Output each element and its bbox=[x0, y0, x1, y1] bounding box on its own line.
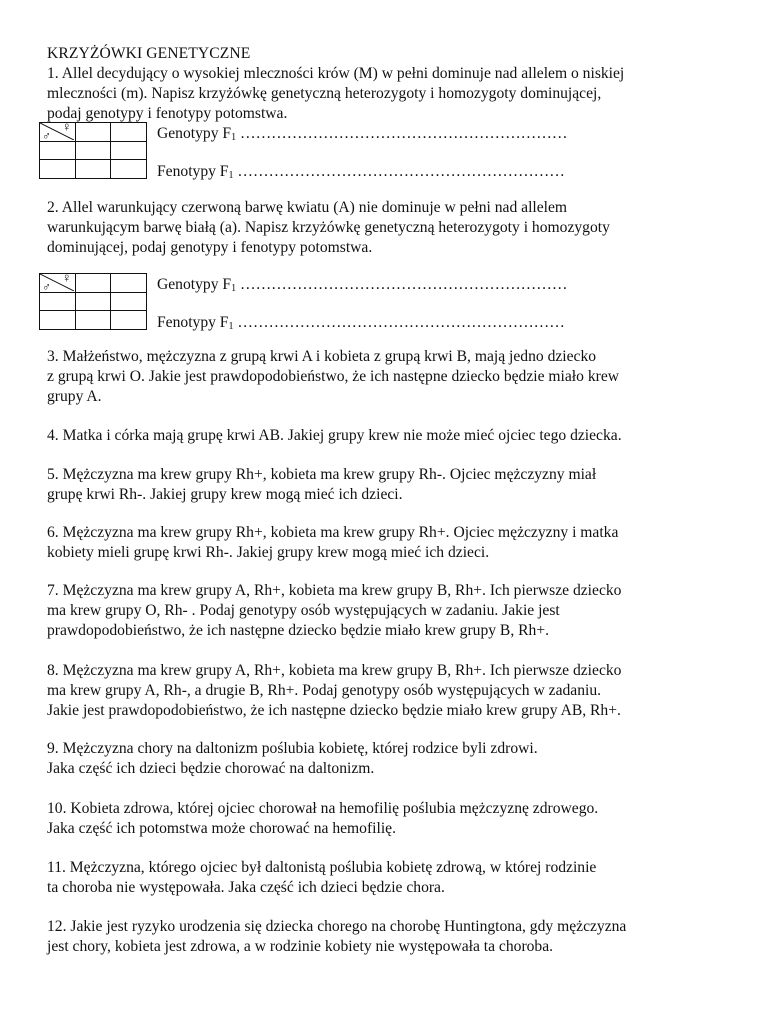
punnett-corner-cell bbox=[40, 274, 76, 293]
punnett-cell[interactable] bbox=[75, 160, 111, 179]
punnett-cell[interactable] bbox=[111, 274, 147, 293]
question-7-line: prawdopodobieństwo, że ich następne dziecko będzie miało krew grupy B, Rh+. bbox=[47, 622, 550, 639]
punnett-cell[interactable] bbox=[75, 141, 111, 160]
answer-dots: ……………………………………………………… bbox=[237, 314, 565, 331]
question-2-line: 2. Allel warunkujący czerwoną barwę kwiatu (A) nie dominuje w pełni nad allelem bbox=[47, 199, 568, 216]
phenotypes-label: Fenotypy F bbox=[157, 163, 229, 180]
punnett-cell[interactable] bbox=[75, 292, 111, 311]
question-11 bbox=[47, 858, 737, 898]
phenotypes-answer-line-1[interactable] bbox=[157, 162, 565, 182]
punnett-cell[interactable] bbox=[75, 274, 111, 293]
question-2-line: dominującej, podaj genotypy i fenotypy potomstwa. bbox=[47, 239, 373, 256]
question-12 bbox=[47, 917, 737, 957]
punnett-cell[interactable] bbox=[111, 123, 147, 142]
question-9-line: Jaka część ich dzieci będzie chorować na daltonizm. bbox=[47, 760, 375, 777]
punnett-cell[interactable] bbox=[40, 160, 76, 179]
answer-dots: ……………………………………………………… bbox=[239, 125, 568, 142]
punnett-cell[interactable] bbox=[40, 141, 76, 160]
question-1-line: 1. Allel decydujący o wysokiej mleczności krów (M) w pełni dominuje nad allelem o niskiej bbox=[47, 65, 625, 82]
female-symbol-icon: ♀ bbox=[61, 122, 72, 134]
genotypes-answer-line-2[interactable] bbox=[157, 275, 567, 295]
punnett-cell[interactable] bbox=[40, 311, 76, 330]
female-symbol-icon: ♀ bbox=[61, 273, 72, 285]
question-3 bbox=[47, 347, 737, 407]
punnett-square-1 bbox=[39, 122, 147, 179]
answer-dots: ……………………………………………………… bbox=[239, 276, 568, 293]
genotypes-label: Genotypy F bbox=[157, 125, 232, 142]
punnett-cell[interactable] bbox=[75, 311, 111, 330]
question-12-line: jest chory, kobieta jest zdrowa, a w rodzinie kobiety nie występowała ta choroba. bbox=[47, 938, 554, 955]
f1-subscript: 1 bbox=[228, 170, 234, 181]
question-4 bbox=[47, 426, 737, 446]
f1-subscript: 1 bbox=[231, 132, 237, 143]
question-5 bbox=[47, 465, 737, 505]
punnett-cell[interactable] bbox=[40, 292, 76, 311]
f1-subscript: 1 bbox=[228, 321, 234, 332]
question-7-line: 7. Mężczyzna ma krew grupy A, Rh+, kobieta ma krew grupy B, Rh+. Ich pierwsze dziecko bbox=[47, 582, 622, 599]
question-5-line: 5. Mężczyzna ma krew grupy Rh+, kobieta ma krew grupy Rh-. Ojciec mężczyzny miał bbox=[47, 466, 597, 483]
question-12-line: 12. Jakie jest ryzyko urodzenia się dziecka chorego na chorobę Huntingtona, gdy mężczyzna bbox=[47, 918, 627, 935]
question-6-line: kobiety mieli grupę krwi Rh-. Jakiej grupy krew mogą mieć ich dzieci. bbox=[47, 544, 490, 561]
genotypes-label: Genotypy F bbox=[157, 276, 232, 293]
question-8-line: ma krew grupy A, Rh-, a drugie B, Rh+. Podaj genotypy osób występujących w zadaniu. bbox=[47, 682, 602, 699]
male-symbol-icon: ♂ bbox=[42, 279, 51, 293]
question-1 bbox=[47, 64, 737, 124]
question-3-line: z grupą krwi O. Jakie jest prawdopodobieństwo, że ich następne dziecko będzie miało krew bbox=[47, 368, 620, 385]
question-8-line: Jakie jest prawdopodobieństwo, że ich następne dziecko będzie miało krew grupy AB, Rh+. bbox=[47, 702, 621, 719]
question-9 bbox=[47, 739, 737, 779]
punnett-cell[interactable] bbox=[111, 292, 147, 311]
genotypes-answer-line-1[interactable] bbox=[157, 124, 567, 144]
question-10 bbox=[47, 799, 737, 839]
question-6 bbox=[47, 523, 737, 563]
question-3-line: 3. Małżeństwo, mężczyzna z grupą krwi A i kobieta z grupą krwi B, mają jedno dziecko bbox=[47, 348, 597, 365]
question-1-line: mleczności (m). Napisz krzyżówkę genetyczną heterozygoty i homozygoty dominującej, bbox=[47, 85, 602, 102]
question-5-line: grupę krwi Rh-. Jakiej grupy krew mogą mieć ich dzieci. bbox=[47, 486, 403, 503]
question-8-line: 8. Mężczyzna ma krew grupy A, Rh+, kobieta ma krew grupy B, Rh+. Ich pierwsze dziecko bbox=[47, 662, 622, 679]
f1-subscript: 1 bbox=[231, 283, 237, 294]
punnett-cell[interactable] bbox=[111, 311, 147, 330]
punnett-corner-cell bbox=[40, 123, 76, 142]
phenotypes-label: Fenotypy F bbox=[157, 314, 229, 331]
question-6-line: 6. Mężczyzna ma krew grupy Rh+, kobieta ma krew grupy Rh+. Ojciec mężczyzny i matka bbox=[47, 524, 619, 541]
question-1-line: podaj genotypy i fenotypy potomstwa. bbox=[47, 105, 288, 122]
punnett-cell[interactable] bbox=[111, 141, 147, 160]
question-2-line: warunkującym barwę białą (a). Napisz krzyżówkę genetyczną heterozygoty i homozygoty bbox=[47, 219, 610, 236]
question-7-line: ma krew grupy O, Rh- . Podaj genotypy osób występujących w zadaniu. Jakie jest bbox=[47, 602, 560, 619]
question-10-line: 10. Kobieta zdrowa, której ojciec chorował na hemofilię poślubia mężczyznę zdrowego. bbox=[47, 800, 599, 817]
punnett-cell[interactable] bbox=[75, 123, 111, 142]
answer-dots: ……………………………………………………… bbox=[237, 163, 565, 180]
question-3-line: grupy A. bbox=[47, 388, 102, 405]
punnett-square-2 bbox=[39, 273, 147, 330]
question-10-line: Jaka część ich potomstwa może chorować na hemofilię. bbox=[47, 820, 396, 837]
question-9-line: 9. Mężczyzna chory na daltonizm poślubia kobietę, której rodzice byli zdrowi. bbox=[47, 740, 538, 757]
question-8 bbox=[47, 661, 737, 721]
punnett-cell[interactable] bbox=[111, 160, 147, 179]
question-11-line: 11. Mężczyzna, którego ojciec był daltonistą poślubia kobietę zdrową, w której rodzinie bbox=[47, 859, 597, 876]
question-4-line: 4. Matka i córka mają grupę krwi AB. Jakiej grupy krew nie może mieć ojciec tego dziecka. bbox=[47, 427, 622, 444]
question-11-line: ta choroba nie występowała. Jaka część ich dzieci będzie chora. bbox=[47, 879, 445, 896]
document-title: KRZYŻÓWKI GENETYCZNE bbox=[47, 45, 251, 62]
male-symbol-icon: ♂ bbox=[42, 128, 51, 142]
question-2 bbox=[47, 198, 737, 258]
question-7 bbox=[47, 581, 737, 641]
phenotypes-answer-line-2[interactable] bbox=[157, 313, 565, 333]
